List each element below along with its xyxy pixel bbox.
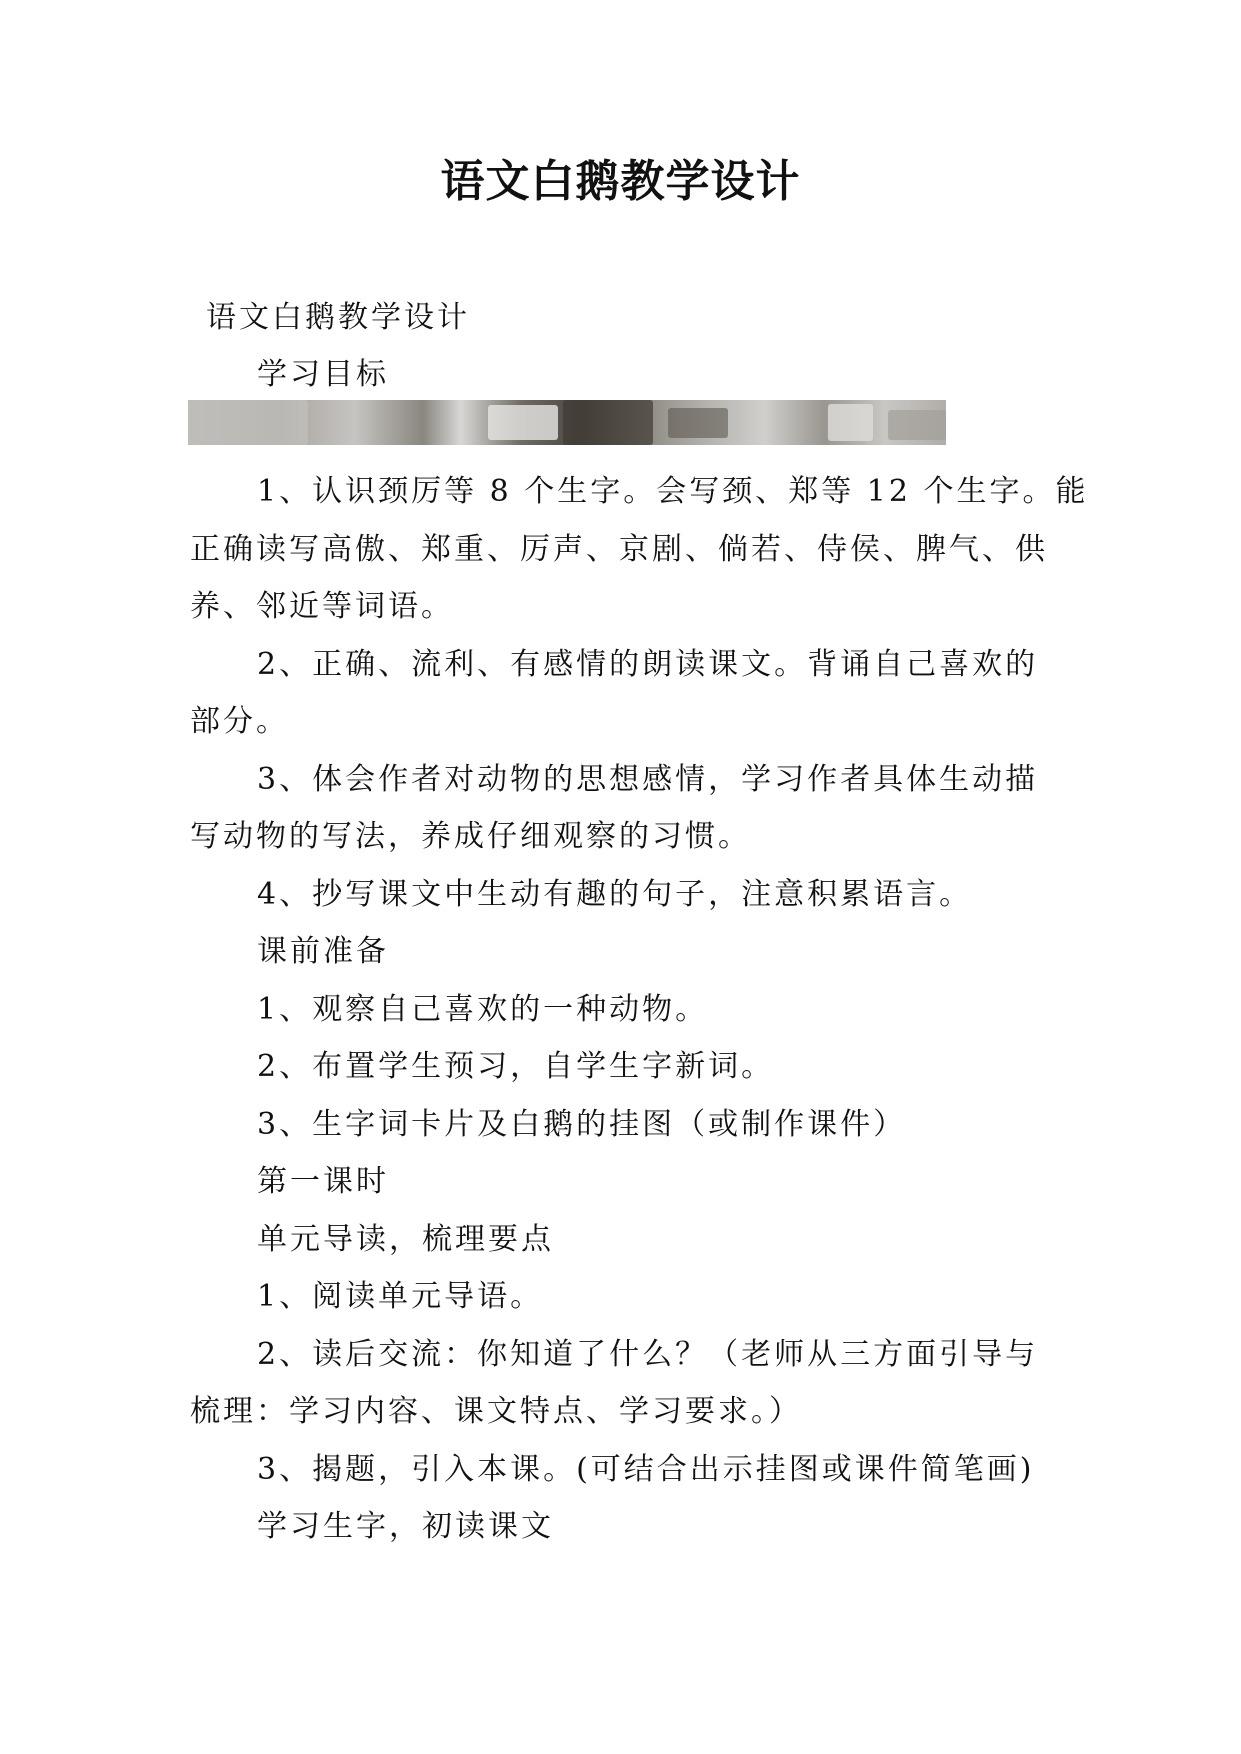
list-item: 2、正确、流利、有感情的朗读课文。背诵自己喜欢的 xyxy=(257,647,1039,682)
section-heading: 第一课时 xyxy=(257,1164,389,1199)
body-line: 语文白鹅教学设计 xyxy=(206,300,470,335)
section-heading: 课前准备 xyxy=(257,934,389,969)
section-heading: 学习目标 xyxy=(257,357,389,392)
list-item: 3、揭题，引入本课。(可结合出示挂图或课件简笔画) xyxy=(257,1452,1035,1487)
body-line: 写动物的写法，养成仔细观察的习惯。 xyxy=(190,819,751,854)
list-item: 2、布置学生预习，自学生字新词。 xyxy=(257,1049,775,1084)
body-line: 养、邻近等词语。 xyxy=(190,589,454,624)
body-line: 正确读写高傲、郑重、厉声、京剧、倘若、侍侯、脾气、供 xyxy=(190,532,1048,567)
list-item: 1、观察自己喜欢的一种动物。 xyxy=(257,992,709,1027)
section-heading: 单元导读，梳理要点 xyxy=(257,1222,554,1257)
list-item: 2、读后交流：你知道了什么？（老师从三方面引导与 xyxy=(257,1337,1039,1372)
list-item: 1、阅读单元导语。 xyxy=(257,1279,544,1314)
body-line: 梳理：学习内容、课文特点、学习要求。） xyxy=(190,1394,802,1429)
list-item: 1、认识颈厉等 8 个生字。会写颈、郑等 12 个生字。能 xyxy=(257,474,1089,509)
list-item: 3、生字词卡片及白鹅的挂图（或制作课件） xyxy=(257,1107,907,1142)
photo-image xyxy=(188,400,946,445)
section-heading: 学习生字，初读课文 xyxy=(257,1509,554,1544)
body-line: 部分。 xyxy=(190,704,289,739)
document-title: 语文白鹅教学设计 xyxy=(440,156,801,207)
list-item: 4、抄写课文中生动有趣的句子，注意积累语言。 xyxy=(257,877,973,912)
list-item: 3、体会作者对动物的思想感情，学习作者具体生动描 xyxy=(257,762,1039,797)
